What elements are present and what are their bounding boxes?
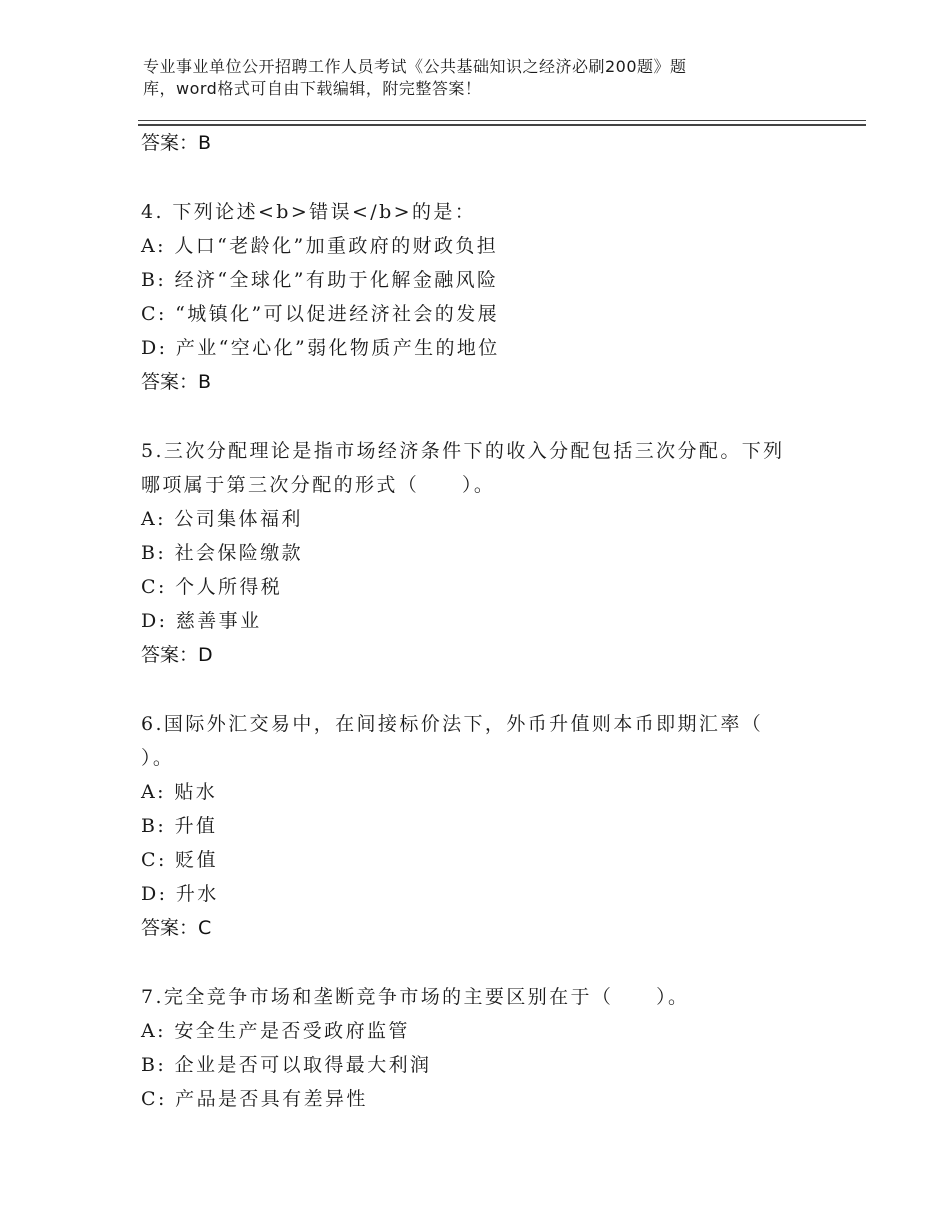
question-stem: 6.国际外汇交易中，在间接标价法下，外币升值则本币即期汇率（ xyxy=(141,713,764,735)
answer-q6: 答案：C xyxy=(141,917,212,939)
option-c: C: 个人所得税 xyxy=(141,576,283,598)
option-b: B: 企业是否可以取得最大利润 xyxy=(141,1054,432,1076)
answer-q3: 答案：B xyxy=(141,132,212,154)
option-c: C: 贬值 xyxy=(141,849,218,871)
option-d: D: 慈善事业 xyxy=(141,610,262,632)
question-stem: 4. 下列论述<b>错误</b>的是： xyxy=(141,201,477,223)
option-a: A: 贴水 xyxy=(141,781,218,803)
option-d: D: 产业“空心化”弱化物质产生的地位 xyxy=(141,337,500,359)
question-stem: 7.完全竞争市场和垄断竞争市场的主要区别在于（ ）。 xyxy=(141,986,690,1008)
question-stem: 5.三次分配理论是指市场经济条件下的收入分配包括三次分配。下列 xyxy=(141,440,785,462)
question-5 xyxy=(141,434,801,638)
option-a: A: 人口“老龄化”加重政府的财政负担 xyxy=(141,235,499,257)
answer-q5: 答案：D xyxy=(141,644,213,666)
option-c: C: “城镇化”可以促进经济社会的发展 xyxy=(141,303,500,325)
header-line-1: 专业事业单位公开招聘工作人员考试《公共基础知识之经济必刷200题》题 xyxy=(143,57,687,76)
option-b: B: 社会保险缴款 xyxy=(141,542,304,564)
question-4 xyxy=(141,195,801,365)
question-stem-continued: 哪项属于第三次分配的形式（ ）。 xyxy=(141,474,496,496)
question-6 xyxy=(141,707,801,911)
option-c: C: 产品是否具有差异性 xyxy=(141,1088,368,1110)
question-7 xyxy=(141,980,801,1116)
header-divider-bottom xyxy=(138,124,866,126)
option-a: A: 公司集体福利 xyxy=(141,508,303,530)
header-line-2: 库，word格式可自由下载编辑，附完整答案！ xyxy=(143,79,482,98)
question-stem-continued: ）。 xyxy=(141,747,175,769)
option-d: D: 升水 xyxy=(141,883,219,905)
option-b: B: 升值 xyxy=(141,815,218,837)
header-divider-top xyxy=(138,120,866,121)
answer-q4: 答案：B xyxy=(141,371,212,393)
option-b: B: 经济“全球化”有助于化解金融风险 xyxy=(141,269,499,291)
document-header xyxy=(143,56,783,100)
option-a: A: 安全生产是否受政府监管 xyxy=(141,1020,410,1042)
